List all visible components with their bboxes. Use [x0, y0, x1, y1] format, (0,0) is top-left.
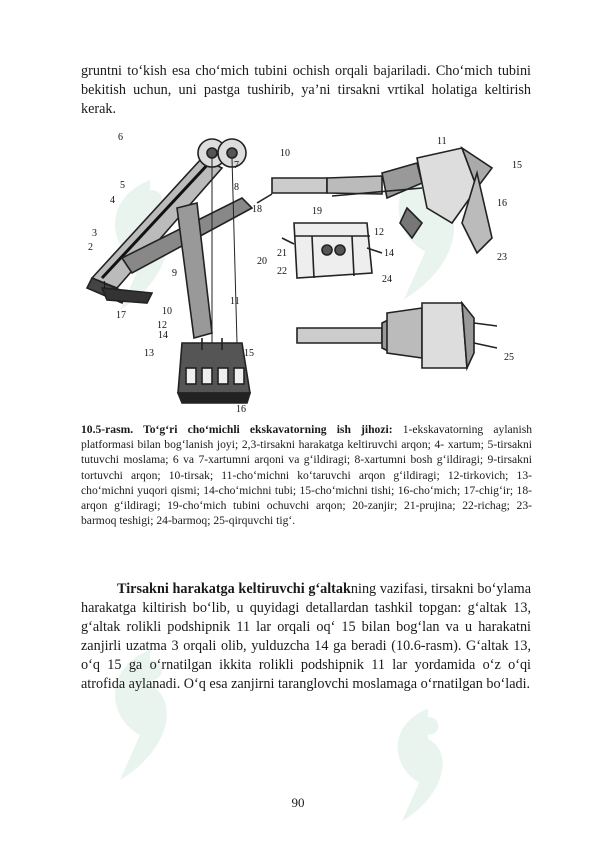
- fig-label: 15: [512, 160, 522, 171]
- fig-label: 15: [244, 348, 254, 359]
- fig-label: 18: [252, 204, 262, 215]
- fig-label: 16: [236, 404, 246, 415]
- paragraph-top: gruntni to‘kish esa cho‘mich tubini ochish orqali bajariladi. Cho‘mich tubini bekitish uchun, uni pastga tushirib, ya’ni tirsakni vrtikal holatiga keltirish kerak.: [81, 63, 531, 117]
- fig-label: 8: [234, 182, 239, 193]
- fig-label: 4: [110, 195, 115, 206]
- fig-label: 2: [88, 242, 93, 253]
- fig-label: 12: [374, 227, 384, 238]
- fig-label: 25: [504, 352, 514, 363]
- figure-caption: [81, 422, 532, 528]
- caption-body: 1-ekskavatorning aylanish platformasi bilan bog‘lanish joyi; 2,3-tirsakni harakatga keltiruvchi arqon; 4- xartum; 5-tirsakni tutuvchi moslama; 6 va 7-xartumni arqoni va g‘ildiragi; 8-xartumni bosh g‘ildiragi; 9-tirsakni tortuvchi arqon; 10-tirsak; 11-cho‘michni ko‘taruvchi arqon g‘ildiragi; 12-tirkovich; 13-cho‘michni yuqori qismi; 14-cho‘michni tubi; 15-cho‘michni tishi; 16-cho‘mich; 17-chig‘ir; 18-arqon g‘ildiragi; 19-cho‘mich tubini ochuvchi arqon; 20-zanjir; 21-prujina; 22-richag; 23-barmoq teshigi; 24-barmoq; 25-qirquvchi tig‘.: [81, 423, 533, 528]
- fig-label: 3: [92, 228, 97, 239]
- fig-label: 5: [120, 180, 125, 191]
- fig-label: 11: [437, 136, 447, 147]
- excavator-figure: [82, 128, 532, 418]
- fig-label: 21: [277, 248, 287, 259]
- fig-label: 14: [158, 330, 168, 341]
- arm-top-view: [297, 303, 497, 368]
- fig-label: 6: [118, 132, 123, 143]
- paragraph-rest: ning vazifasi, tirsakni bo‘ylama harakatga kiltirish bo‘lib, u quyidagi detallardan tashkil topgan: g‘altak 13, g‘altak rolikli podshipnik 11 lar orqali oq‘ 15 bilan bog‘lan va u harakatni zanjirli uzatma 3 orqali olib, yulduzcha 14 ga beradi (10.6-rasm). G‘altak 13, o‘q 15 ga o‘rnatilgan ikkita rolikli podshipnik 11 lar yordamida o‘z o‘qi atrofida aylanadi. O‘q esa zanjirni taranglovchi moslamaga o‘rnatilgan bo‘ladi.: [81, 581, 531, 692]
- fig-label: 19: [312, 206, 322, 217]
- fig-label: 16: [497, 198, 507, 209]
- fig-label: 10: [280, 148, 290, 159]
- fig-label: 11: [230, 296, 240, 307]
- fig-label: 7: [234, 160, 239, 171]
- paragraph-main: [81, 580, 531, 694]
- fig-label: 12: [157, 320, 167, 331]
- fig-label: 14: [384, 248, 394, 259]
- caption-title: 10.5-rasm. To‘g‘ri cho‘michli ekskavatorning ish jihozi:: [81, 423, 393, 436]
- fig-label: 20: [257, 256, 267, 267]
- fig-label: 13: [144, 348, 154, 359]
- fig-label: 1: [102, 280, 107, 291]
- paragraph-term: Tirsakni harakatga keltiruvchi g‘altak: [117, 581, 351, 597]
- bucket-mechanism: [282, 223, 382, 278]
- fig-label: 10: [162, 306, 172, 317]
- boom-drawing: [87, 139, 252, 403]
- page-number: 90: [291, 795, 305, 810]
- fig-label: 23: [497, 252, 507, 263]
- fig-label: 24: [382, 274, 392, 285]
- fig-label: 17: [116, 310, 126, 321]
- fig-label: 22: [277, 266, 287, 277]
- fig-label: 9: [172, 268, 177, 279]
